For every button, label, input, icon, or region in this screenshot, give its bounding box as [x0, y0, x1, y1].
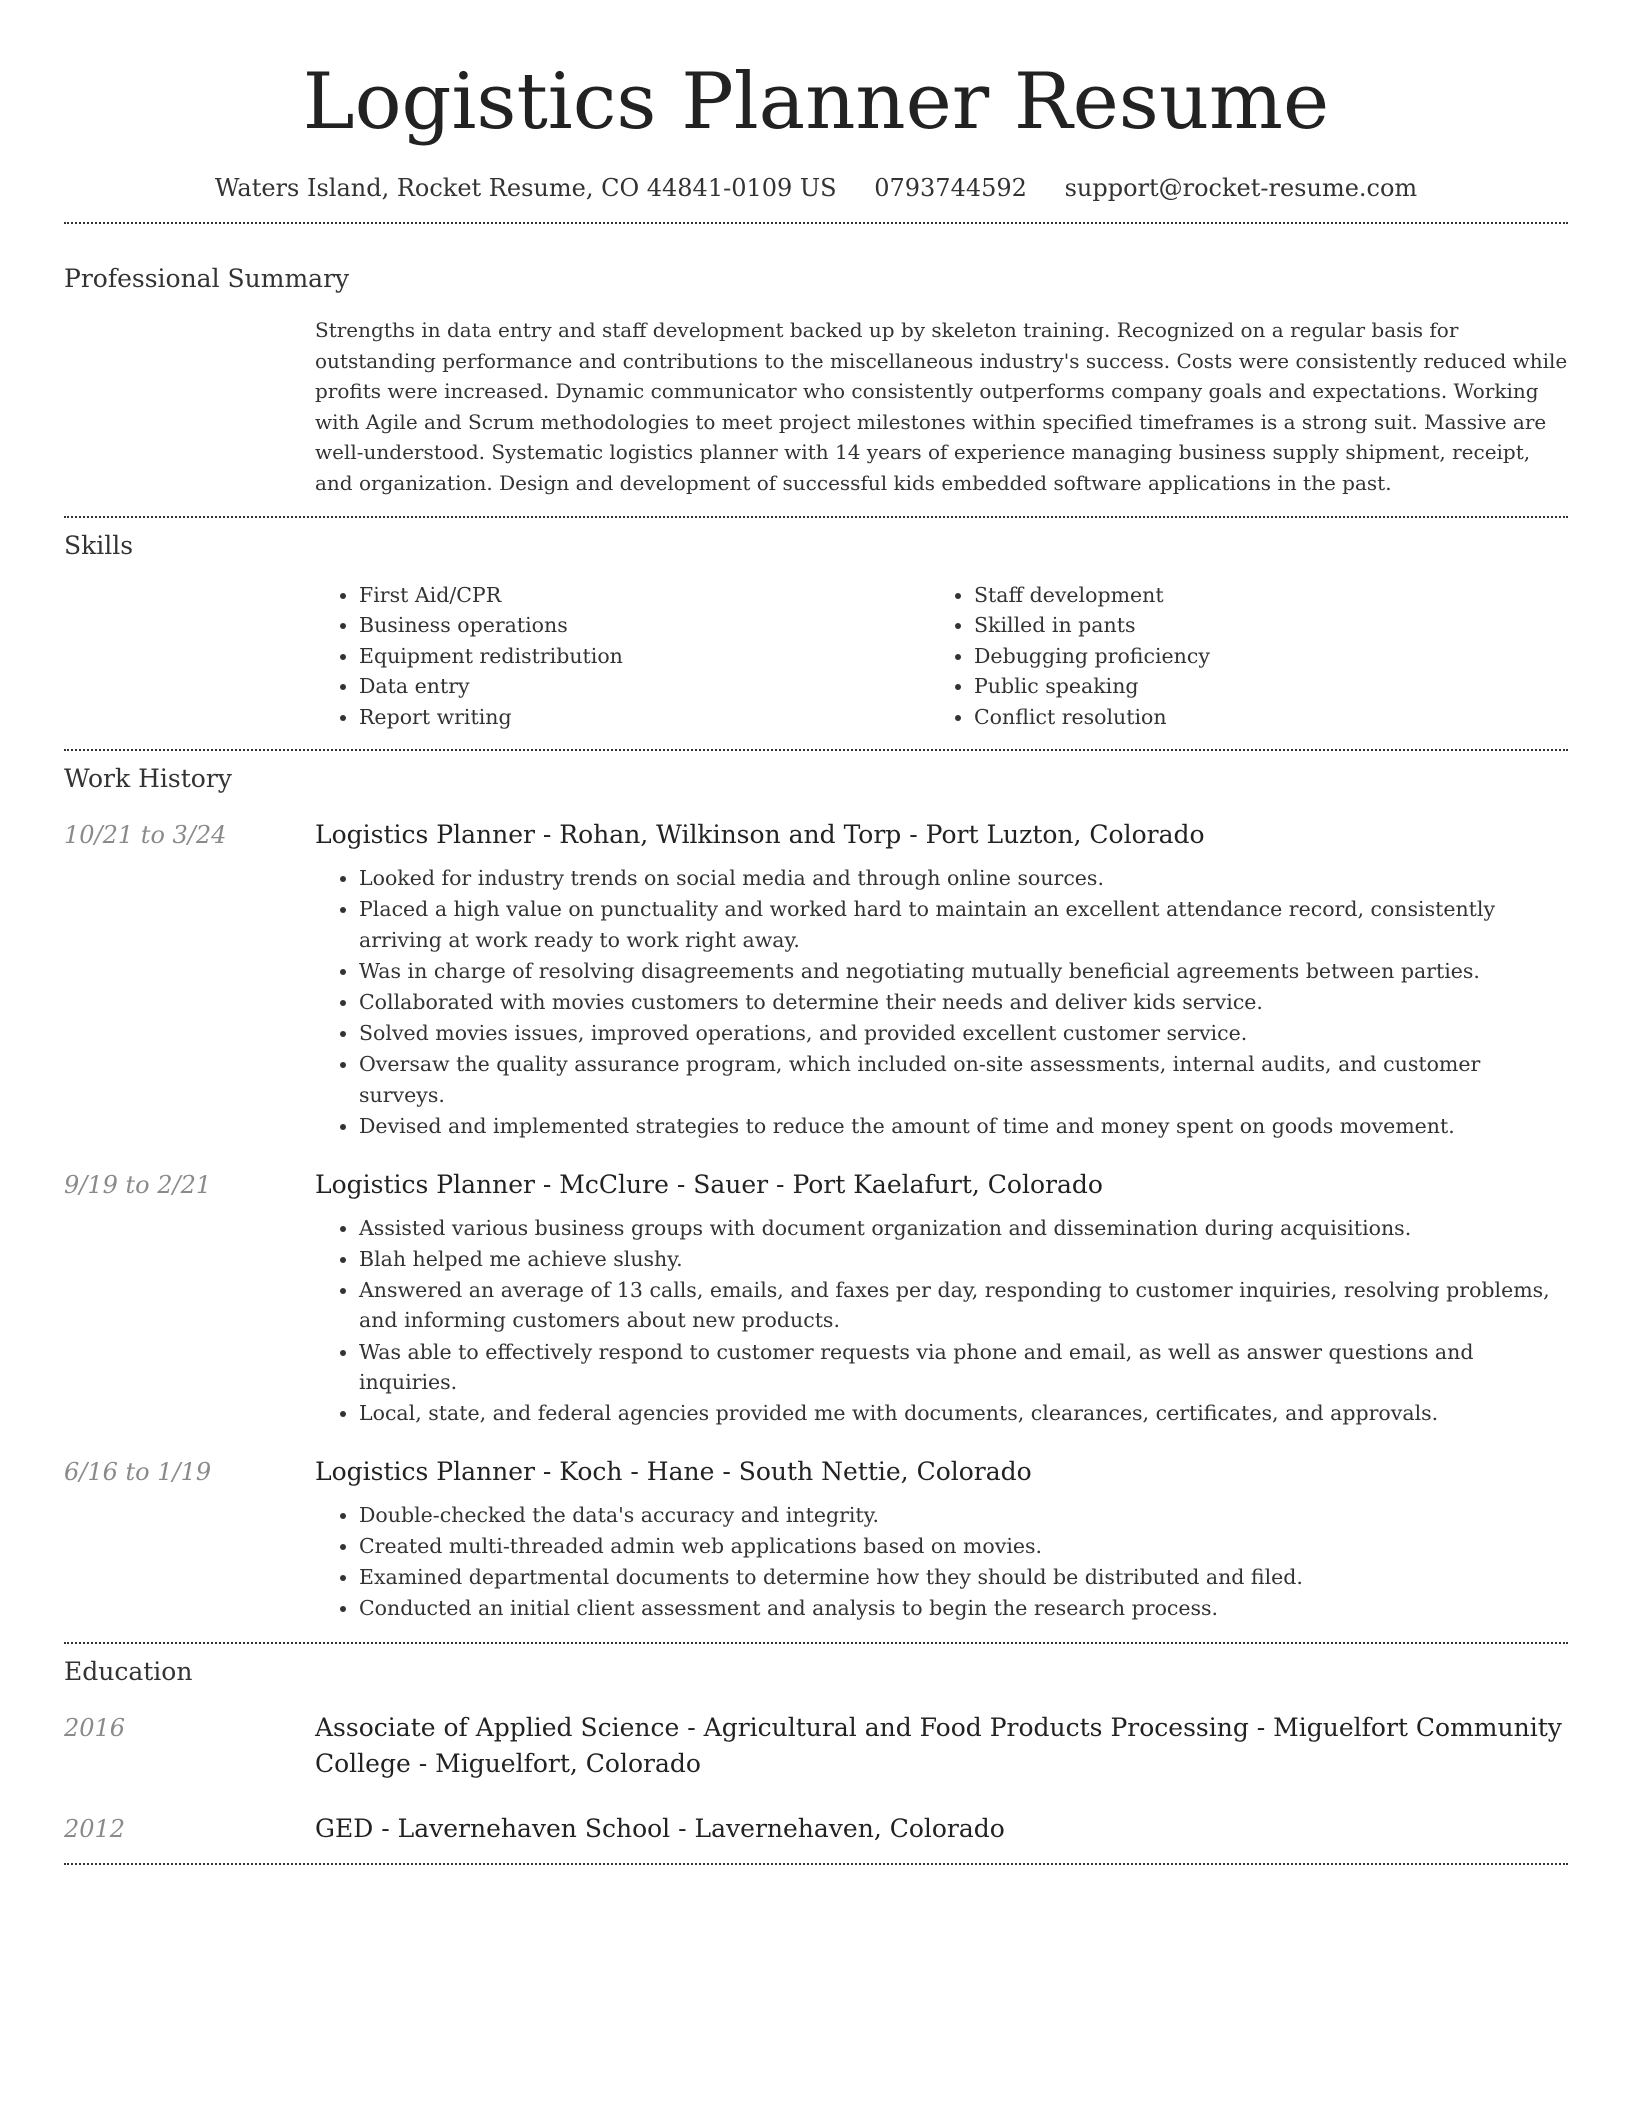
- job-entry: [64, 1167, 1568, 1429]
- work-history-heading: Work History: [64, 764, 232, 794]
- education-heading: Education: [64, 1656, 193, 1686]
- job-bullet: • Was in charge of resolving disagreements and negotiating mutually beneficial agreements between parties.: [359, 956, 1568, 987]
- contact-line: [64, 172, 1568, 204]
- skills-list: [315, 580, 1568, 733]
- skill-item: • Data entry: [359, 671, 930, 702]
- job-dates: 9/19 to 2/21: [64, 1170, 212, 1199]
- skills-column-left: [315, 580, 930, 733]
- job-bullet: • Answered an average of 13 calls, emails, and faxes per day, responding to customer inquiries, resolving problems, and informing customers about new products.: [359, 1275, 1568, 1336]
- skill-item: • Business operations: [359, 610, 930, 641]
- job-bullet: • Double-checked the data's accuracy and integrity.: [359, 1500, 1568, 1531]
- skill-item: • Public speaking: [974, 671, 1210, 702]
- job-bullet: • Collaborated with movies customers to determine their needs and deliver kids service.: [359, 987, 1568, 1018]
- job-bullet: • Blah helped me achieve slushy.: [359, 1244, 1568, 1275]
- summary-heading: Professional Summary: [64, 264, 350, 293]
- job-bullet: • Conducted an initial client assessment and analysis to begin the research process.: [359, 1593, 1568, 1624]
- job-bullet: • Created multi-threaded admin web applications based on movies.: [359, 1531, 1568, 1562]
- divider: [64, 1642, 1568, 1644]
- job-body: [315, 817, 1568, 1142]
- page-title: Logistics Planner Resume: [302, 57, 1330, 147]
- job-dates: 10/21 to 3/24: [64, 821, 227, 850]
- job-body: [315, 1454, 1568, 1624]
- skills-column-right: [930, 580, 1210, 733]
- job-title: Logistics Planner - McClure - Sauer - Port Kaelafurt, Colorado: [315, 1169, 1103, 1199]
- job-bullets: [315, 1500, 1568, 1624]
- education-entry: [64, 1710, 1568, 1782]
- divider: [64, 749, 1568, 751]
- divider: [64, 516, 1568, 518]
- education-degree: Associate of Applied Science - Agricultural and Food Products Processing - Miguelfort Community College - Miguelfort, Colorado: [315, 1712, 1562, 1778]
- skill-item: • Equipment redistribution: [359, 641, 930, 672]
- job-bullet: • Examined departmental documents to determine how they should be distributed and filed.: [359, 1562, 1568, 1593]
- job-bullet: • Devised and implemented strategies to reduce the amount of time and money spent on goods movement.: [359, 1111, 1568, 1142]
- education-year: 2016: [64, 1713, 126, 1742]
- divider: [64, 222, 1568, 224]
- job-bullets: [315, 863, 1568, 1141]
- job-title: Logistics Planner - Koch - Hane - South Nettie, Colorado: [315, 1457, 1032, 1487]
- skills-heading: Skills: [64, 530, 134, 560]
- job-bullet: • Looked for industry trends on social media and through online sources.: [359, 863, 1568, 894]
- skill-item: • Staff development: [974, 580, 1210, 611]
- job-entry: [64, 817, 1568, 1142]
- skill-item: • Skilled in pants: [974, 610, 1210, 641]
- job-entry: [64, 1454, 1568, 1624]
- skill-item: • Report writing: [359, 702, 930, 733]
- job-dates: 6/16 to 1/19: [64, 1458, 212, 1487]
- job-title: Logistics Planner - Rohan, Wilkinson and Torp - Port Luzton, Colorado: [315, 820, 1205, 850]
- contact-address: Waters Island, Rocket Resume, CO 44841-0109 US: [214, 174, 837, 202]
- job-body: [315, 1167, 1568, 1429]
- contact-phone: 0793744592: [874, 174, 1027, 202]
- job-bullet: • Placed a high value on punctuality and worked hard to maintain an excellent attendance record, consistently arriving at work ready to work right away.: [359, 894, 1568, 955]
- job-bullet: • Oversaw the quality assurance program, which included on-site assessments, internal audits, and customer surveys.: [359, 1049, 1568, 1110]
- divider: [64, 1863, 1568, 1865]
- contact-email: support@rocket-resume.com: [1064, 174, 1418, 202]
- skill-item: • First Aid/CPR: [359, 580, 930, 611]
- job-bullet: • Assisted various business groups with document organization and dissemination during acquisitions.: [359, 1213, 1568, 1244]
- job-bullet: • Solved movies issues, improved operations, and provided excellent customer service.: [359, 1018, 1568, 1049]
- education-year: 2012: [64, 1814, 126, 1843]
- skill-item: • Conflict resolution: [974, 702, 1210, 733]
- job-bullet: • Local, state, and federal agencies provided me with documents, clearances, certificates, and approvals.: [359, 1398, 1568, 1429]
- education-entry: [64, 1811, 1568, 1847]
- job-bullet: • Was able to effectively respond to customer requests via phone and email, as well as answer questions and inquiries.: [359, 1337, 1568, 1398]
- skill-item: • Debugging proficiency: [974, 641, 1210, 672]
- job-bullets: [315, 1213, 1568, 1429]
- education-degree: GED - Lavernehaven School - Lavernehaven, Colorado: [315, 1813, 1005, 1843]
- summary-text: Strengths in data entry and staff development backed up by skeleton training. Recognized on a regular basis for outstanding performance and contributions to the miscellaneous industry's success. Costs were consistently reduced while profits were increased. Dynamic communicator who consistently outperforms company goals and expectations. Working with Agile and Scrum methodologies to meet project milestones within specified timeframes is a strong suit. Massive are well-understood. Systematic logistics planner with 14 years of experience managing business supply shipment, receipt, and organization. Design and development of successful kids embedded software applications in the past.: [315, 318, 1568, 495]
